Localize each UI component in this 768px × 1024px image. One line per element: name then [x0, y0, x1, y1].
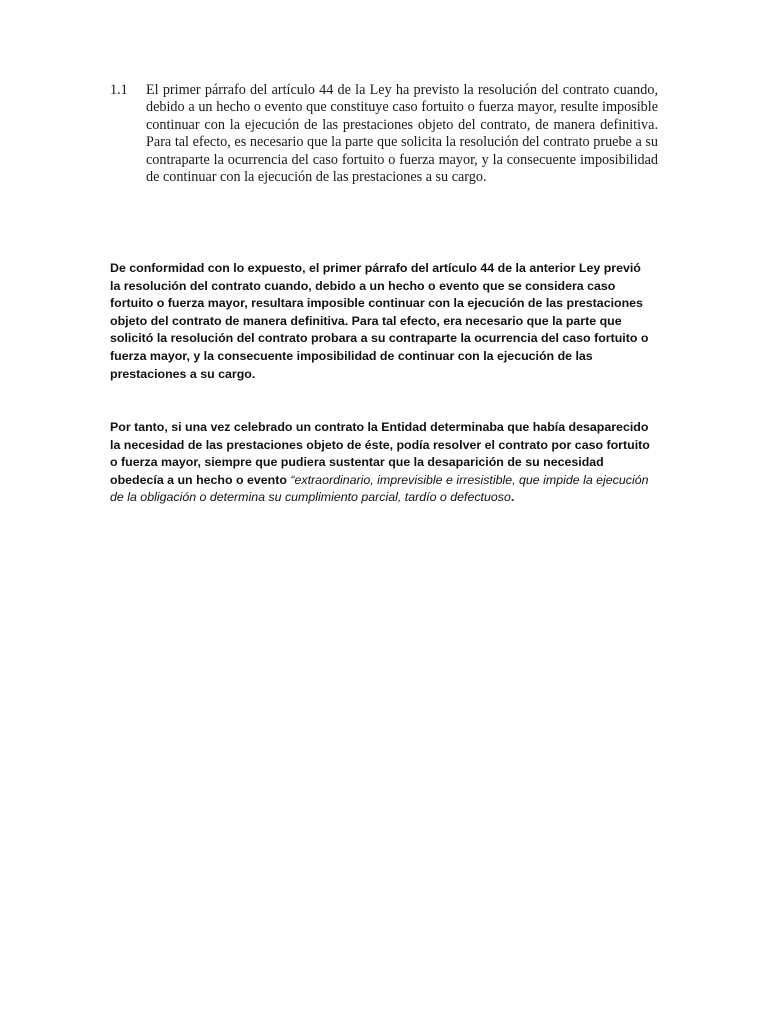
paragraph-lead-text: Por tanto, si una vez celebrado un contrato la Entidad determinaba que había desaparecido la necesidad de las prestaciones objeto de éste, podía resolver el contrato por caso fortuito o fuerza mayor, siempre que pudiera sustentar que la desaparición de su necesidad obedecía a un hecho o evento	[110, 420, 650, 487]
paragraph-por-tanto	[110, 419, 650, 507]
numbered-paragraph-text: El primer párrafo del artículo 44 de la Ley ha previsto la resolución del contrato cuando, debido a un hecho o evento que constituye caso fortuito o fuerza mayor, resulte imposible continuar con la ejecución de las prestaciones objeto del contrato, de manera definitiva. Para tal efecto, es necesario que la parte que solicita la resolución del contrato pruebe a su contraparte la ocurrencia del caso fortuito o fuerza mayor, y la consecuente imposibilidad de continuar con la ejecución de las prestaciones a su cargo.	[146, 82, 658, 186]
quoted-definition: “extraordinario, imprevisible e irresistible, que impide la ejecución de la obligación o determina su cumplimiento parcial, tardío o defectuoso	[110, 472, 649, 505]
paragraph-conformidad: De conformidad con lo expuesto, el primer párrafo del artículo 44 de la anterior Ley previó la resolución del contrato cuando, debido a un hecho o evento que se considera caso fortuito o fuerza mayor, resultara imposible continuar con la ejecución de las prestaciones objeto del contrato de manera definitiva. Para tal efecto, era necesario que la parte que solicitó la resolución del contrato probara a su contraparte la ocurrencia del caso fortuito o fuerza mayor, y la consecuente imposibilidad de continuar con la ejecución de las prestaciones a su cargo.	[110, 261, 649, 381]
paragraph-number: 1.1	[110, 82, 128, 98]
paragraph-end-punctuation: .	[510, 490, 515, 505]
numbered-paragraph-1-1	[110, 82, 658, 186]
